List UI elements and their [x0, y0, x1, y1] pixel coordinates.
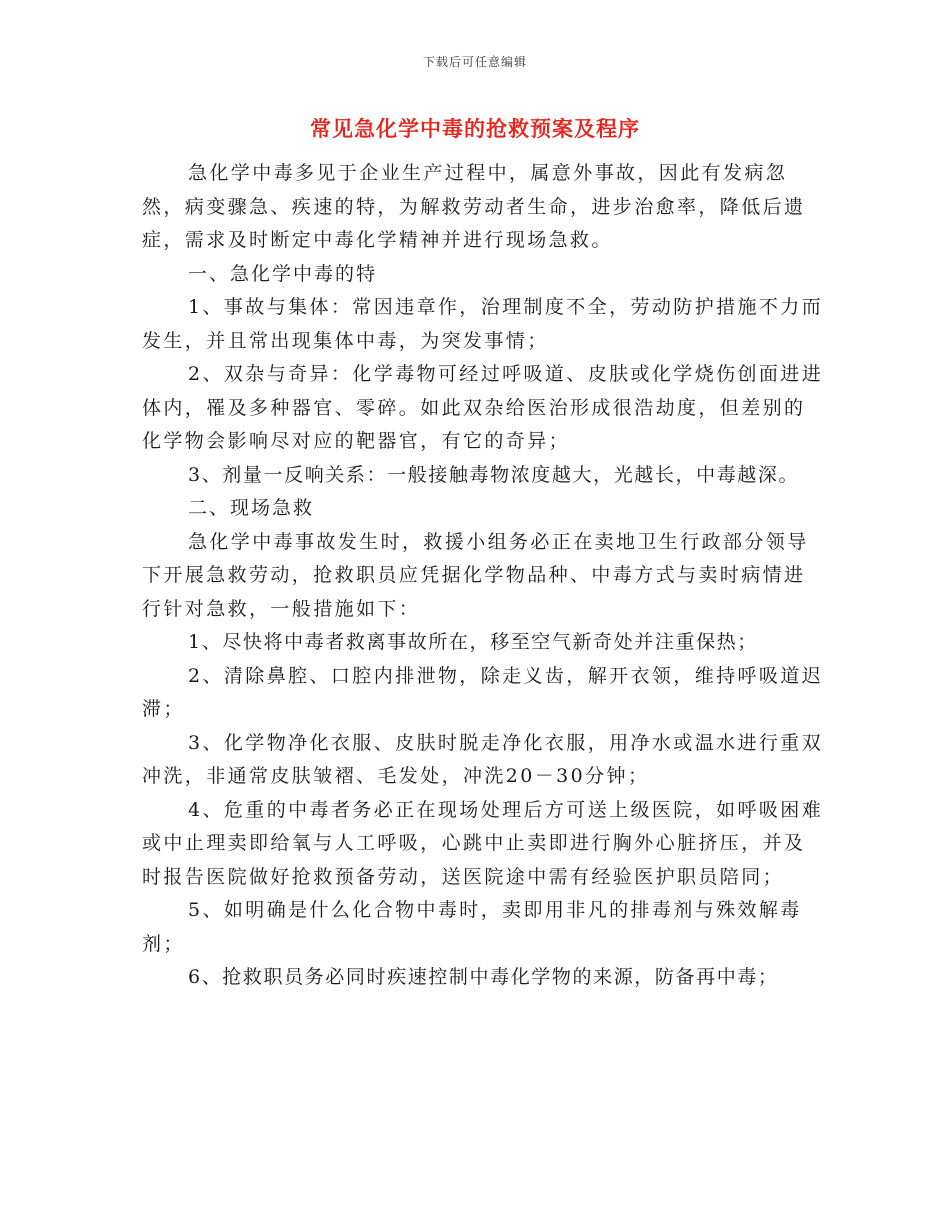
document-title: 常见急化学中毒的抢救预案及程序	[310, 116, 640, 141]
header-note: 下载后可任意编辑	[422, 55, 527, 69]
section-heading-first-aid: 二、现场急救	[188, 497, 315, 519]
section-heading-features: 一、急化学中毒的特	[188, 262, 378, 285]
paragraph-measure-4: 4、危重的中毒者务必正在现场处理后方可送上级医院，如呼吸困难或中止理卖即给氧与人工呼吸，心跳中止卖即进行胸外心脏挤压，并及时报告医院做好抢救预备劳动，送医院途中需有经验医护职员陪同；	[142, 798, 824, 888]
paragraph-feature-2: 2、双杂与奇异：化学毒物可经过呼吸道、皮肤或化学烧伤创面进进体内，罹及多种器官、零碎。如此双杂给医治形成很浩劫度，但差别的化学物会影响尽对应的靶器官，有它的奇异；	[142, 363, 824, 452]
paragraph-intro: 急化学中毒多见于企业生产过程中，属意外事故，因此有发病忽然，病变骤急、疾速的特，为解救劳动者生命，进步治愈率，降低后遗症，需求及时断定中毒化学精神并进行现场急救。	[142, 162, 806, 251]
paragraph-feature-3: 3、剂量一反响关系：一般接触毒物浓度越大，光越长，中毒越深。	[188, 463, 800, 486]
paragraph-measure-2: 2、清除鼻腔、口腔内排泄物，除走义齿，解开衣领，维持呼吸道迟滞；	[142, 664, 824, 720]
paragraph-first-aid-intro: 急化学中毒事故发生时，救援小组务必正在卖地卫生行政部分领导下开展急救劳动，抢救职员应凭据化学物品种、中毒方式与卖时病情进行针对急救，一般措施如下：	[142, 530, 809, 620]
paragraph-feature-1: 1、事故与集体：常因违章作，治理制度不全，劳动防护措施不力而发生，并且常出现集体中毒，为突发事情；	[142, 296, 824, 352]
paragraph-measure-3: 3、化学物净化衣服、皮肤时脱走净化衣服，用净水或温水进行重双冲洗，非通常皮肤皱褶、毛发处，冲洗20－30分钟；	[142, 731, 824, 787]
document-body	[142, 157, 826, 995]
paragraph-measure-5: 5、如明确是什么化合物中毒时，卖即用非凡的排毒剂与殊效解毒剂；	[142, 899, 802, 955]
paragraph-measure-6: 6、抢救职员务必同时疾速控制中毒化学物的来源，防备再中毒；	[188, 966, 779, 988]
paragraph-measure-1: 1、尽快将中毒者救离事故所在，移至空气新奇处并注重保热；	[188, 631, 758, 653]
